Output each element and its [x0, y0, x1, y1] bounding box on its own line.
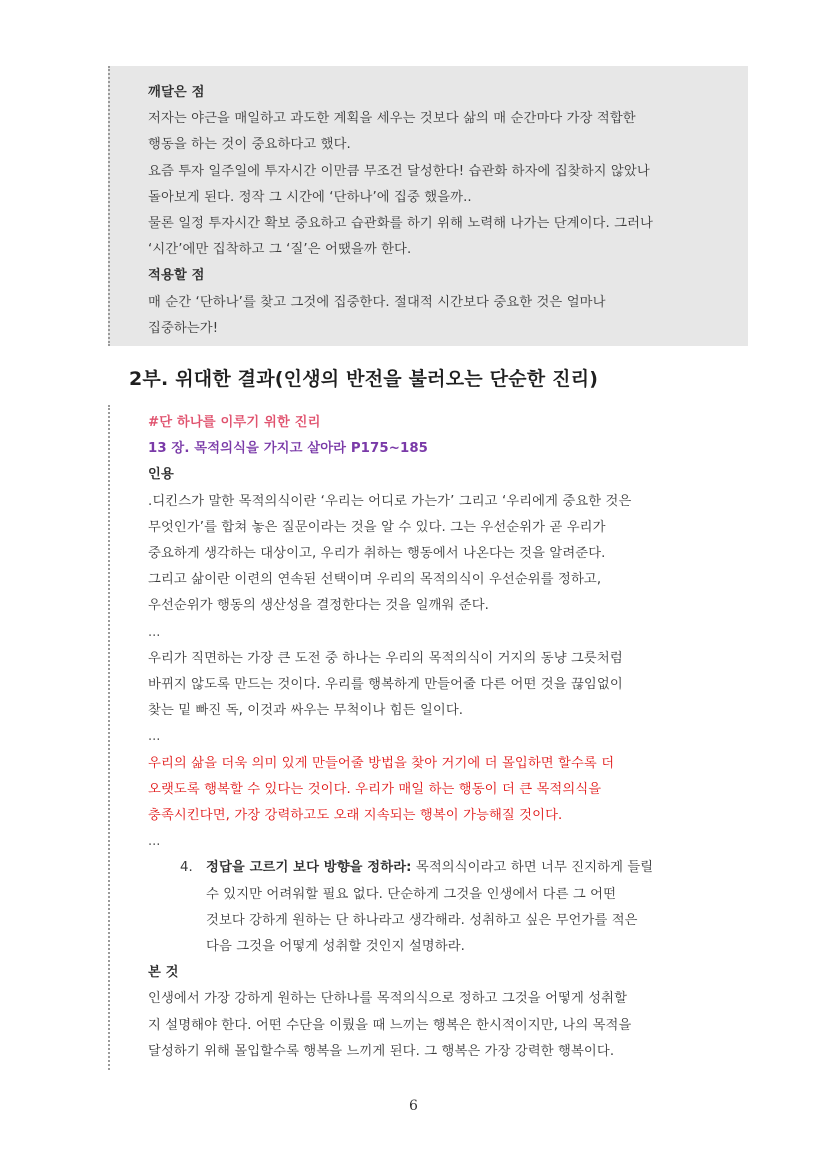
- apply-heading: 적용할 점: [148, 268, 205, 284]
- list-item-line: 수 있지만 어려워할 필요 없다. 단순하게 그것을 인생에서 다른 그 어떤: [206, 886, 617, 902]
- reflection-box: [108, 66, 748, 346]
- realization-line: 요즘 투자 일주일에 투자시간 이만큼 무조건 달성한다! 습관화 하자에 집찾하지 않았나: [148, 163, 650, 179]
- list-item-line: 다음 그것을 어떻게 성취할 것인지 설명하라.: [206, 939, 465, 955]
- list-item-line: 것보다 강하게 원하는 단 하나라고 생각해라. 성취하고 싶은 무언가를 적은: [206, 912, 638, 928]
- section-heading: 2부. 위대한 결과(인생의 반전을 불러오는 단순한 진리): [129, 368, 599, 390]
- apply-line: 매 순간 ‘단하나’를 찾고 그것에 집중한다. 절대적 시간보다 중요한 것은 얼마나: [148, 294, 606, 310]
- chapter-notes-block: [108, 405, 748, 1070]
- seen-line: 달성하기 위해 몰입할수록 행복을 느끼게 된다. 그 행복은 가장 강력한 행복이다.: [148, 1043, 615, 1059]
- quote-line: 우선순위가 행동의 생산성을 결정한다는 것을 일깨워 준다.: [148, 598, 489, 614]
- quote-line: 우리가 직면하는 가장 큰 도전 중 하나는 우리의 목적의식이 거지의 동냥 그릇처럼: [148, 650, 623, 666]
- list-item-text: 목적의식이라고 하면 너무 진지하게 들릴: [411, 860, 654, 876]
- ellipsis: ...: [148, 729, 161, 745]
- ellipsis: ...: [148, 834, 161, 850]
- quote-line: 그리고 삶이란 이련의 연속된 선택이며 우리의 목적의식이 우선순위를 정하고,: [148, 572, 602, 588]
- seen-line: 지 설명해야 한다. 어떤 수단을 이뤘을 때 느끼는 행복은 한시적이지만, 나의 목적을: [148, 1017, 632, 1033]
- highlighted-quote-line: 오랫도록 행복할 수 있다는 것이다. 우리가 매일 하는 행동이 더 큰 목적의식을: [148, 781, 602, 797]
- quote-heading: 인용: [148, 467, 174, 483]
- hashtag-title: #단 하나를 이루기 위한 진리: [148, 415, 321, 430]
- realization-line: 물론 일정 투자시간 확보 중요하고 습관화를 하기 위해 노력해 나가는 단계이다. 그러나: [148, 216, 653, 232]
- ellipsis: ...: [148, 624, 161, 640]
- seen-line: 인생에서 가장 강하게 원하는 단하나를 목적의식으로 정하고 그것을 어떻게 성취할: [148, 991, 628, 1007]
- realization-line: ‘시간’에만 집착하고 그 ‘질’은 어땠을까 한다.: [148, 242, 412, 258]
- chapter-title: 13 장. 목적의식을 가지고 살아라 P175~185: [148, 441, 429, 457]
- quote-line: 찾는 밑 빠진 독, 이것과 싸우는 무척이나 힘든 일이다.: [148, 703, 464, 719]
- quote-line: 무엇인가’를 합쳐 놓은 질문이라는 것을 알 수 있다. 그는 우선순위가 곧 우리가: [148, 519, 606, 535]
- seen-heading: 본 것: [148, 965, 179, 981]
- page-number: 6: [409, 1098, 418, 1114]
- realization-line: 돌아보게 된다. 정작 그 시간에 ‘단하나’에 집중 했을까..: [148, 189, 472, 205]
- list-number: 4.: [180, 860, 193, 876]
- quote-line: 중요하게 생각하는 대상이고, 우리가 취하는 행동에서 나온다는 것을 알려준다.: [148, 546, 606, 562]
- list-item-bold: 정답을 고르기 보다 방향을 정하라:: [206, 860, 412, 876]
- numbered-list-item: [148, 855, 748, 960]
- realization-heading: 깨달은 점: [148, 85, 205, 100]
- quote-line: 바뀌지 않도록 만드는 것이다. 우리를 행복하게 만들어줄 다른 어떤 것을 끊임없이: [148, 677, 623, 693]
- apply-line: 집중하는가!: [148, 320, 219, 336]
- highlighted-quote-line: 우리의 삶을 더욱 의미 있게 만들어줄 방법을 찾아 거기에 더 몰입하면 할수록 더: [148, 755, 615, 771]
- realization-line: 행동을 하는 것이 중요하다고 했다.: [148, 137, 351, 153]
- highlighted-quote-line: 충족시킨다면, 가장 강력하고도 오래 지속되는 행복이 가능해질 것이다.: [148, 808, 563, 824]
- realization-line: 저자는 야근을 매일하고 과도한 계획을 세우는 것보다 삶의 매 순간마다 가장 적합한: [148, 111, 636, 127]
- quote-line: .디킨스가 말한 목적의식이란 ‘우리는 어디로 가는가’ 그리고 ‘우리에게 중요한 것은: [148, 493, 632, 509]
